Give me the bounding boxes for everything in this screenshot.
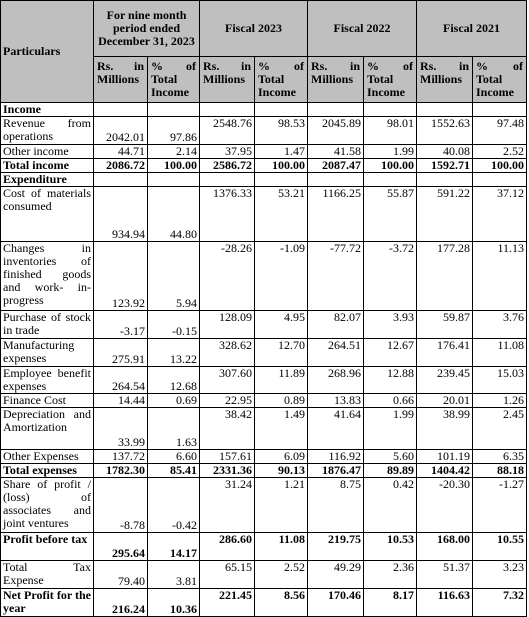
value-rs-millions: 38.42 (200, 408, 255, 450)
value-rs-millions: 51.37 (417, 561, 473, 589)
value-pct-total-income (148, 103, 200, 117)
value-pct-total-income: 11.08 (255, 533, 308, 561)
value-rs-millions: 934.94 (94, 187, 148, 242)
value-pct-total-income: 0.69 (148, 394, 200, 408)
table-row (1, 561, 527, 589)
value-pct-total-income: 100.00 (473, 159, 527, 173)
table-row (1, 173, 527, 187)
value-pct-total-income: 8.17 (364, 589, 417, 617)
col-header-pct: % of Total Income (473, 57, 527, 103)
value-pct-total-income: 100.00 (364, 159, 417, 173)
value-rs-millions: 79.40 (94, 561, 148, 589)
period-header-nine-month: For nine month period ended December 31, 2023 (94, 1, 200, 57)
value-rs-millions: 40.08 (417, 145, 473, 159)
value-rs-millions: 65.15 (200, 561, 255, 589)
value-rs-millions: 123.92 (94, 242, 148, 311)
value-rs-millions: -3.17 (94, 311, 148, 339)
value-pct-total-income: 13.22 (148, 339, 200, 367)
value-rs-millions (417, 103, 473, 117)
table-row (1, 478, 527, 533)
value-pct-total-income: 2.52 (255, 561, 308, 589)
col-header-rs: Rs. in Millions (417, 57, 473, 103)
value-pct-total-income (255, 173, 308, 187)
value-pct-total-income: 12.70 (255, 339, 308, 367)
value-pct-total-income: 97.86 (148, 117, 200, 145)
table-row (1, 408, 527, 450)
row-label: Expenditure (1, 173, 94, 187)
value-rs-millions: 219.75 (308, 533, 364, 561)
table-row (1, 117, 527, 145)
row-label: Manufacturing expenses (1, 339, 94, 367)
value-rs-millions: 286.60 (200, 533, 255, 561)
table-row (1, 311, 527, 339)
value-pct-total-income: 0.66 (364, 394, 417, 408)
col-header-rs: Rs. in Millions (94, 57, 148, 103)
value-rs-millions: 2086.72 (94, 159, 148, 173)
value-pct-total-income: 6.60 (148, 450, 200, 464)
value-pct-total-income: 1.47 (255, 145, 308, 159)
value-pct-total-income: 4.95 (255, 311, 308, 339)
value-pct-total-income: 89.89 (364, 464, 417, 478)
value-rs-millions: 591.22 (417, 187, 473, 242)
value-rs-millions (200, 103, 255, 117)
row-label: Net Profit for the year (1, 589, 94, 617)
row-label: Cost of materials consumed (1, 187, 94, 242)
value-pct-total-income: 0.89 (255, 394, 308, 408)
table-row (1, 367, 527, 394)
col-header-rs: Rs. in Millions (200, 57, 255, 103)
table-row (1, 187, 527, 242)
value-pct-total-income: -0.15 (148, 311, 200, 339)
value-pct-total-income: 98.53 (255, 117, 308, 145)
value-rs-millions: 295.64 (94, 533, 148, 561)
value-rs-millions: 176.41 (417, 339, 473, 367)
row-label: Other Expenses (1, 450, 94, 464)
value-pct-total-income: 2.14 (148, 145, 200, 159)
value-rs-millions: 20.01 (417, 394, 473, 408)
value-rs-millions: 128.09 (200, 311, 255, 339)
value-rs-millions (308, 173, 364, 187)
value-pct-total-income: 97.48 (473, 117, 527, 145)
value-pct-total-income: 14.17 (148, 533, 200, 561)
value-rs-millions: 8.75 (308, 478, 364, 533)
table-row (1, 103, 527, 117)
value-rs-millions: 41.64 (308, 408, 364, 450)
value-rs-millions (94, 103, 148, 117)
value-rs-millions: 1592.71 (417, 159, 473, 173)
value-pct-total-income: 11.08 (473, 339, 527, 367)
value-rs-millions: 101.19 (417, 450, 473, 464)
value-pct-total-income (255, 103, 308, 117)
value-rs-millions: 2087.47 (308, 159, 364, 173)
value-rs-millions: 22.95 (200, 394, 255, 408)
value-pct-total-income: 53.21 (255, 187, 308, 242)
period-header-fiscal-2022: Fiscal 2022 (308, 1, 417, 57)
table-row (1, 589, 527, 617)
value-pct-total-income: 88.18 (473, 464, 527, 478)
value-rs-millions (200, 173, 255, 187)
value-rs-millions: 264.51 (308, 339, 364, 367)
table-row (1, 145, 527, 159)
value-rs-millions: 268.96 (308, 367, 364, 394)
value-rs-millions: 1782.30 (94, 464, 148, 478)
value-rs-millions (417, 173, 473, 187)
table-row (1, 159, 527, 173)
value-rs-millions: 307.60 (200, 367, 255, 394)
value-rs-millions: -28.26 (200, 242, 255, 311)
value-rs-millions: -77.72 (308, 242, 364, 311)
table-body (1, 103, 527, 617)
value-rs-millions: 41.58 (308, 145, 364, 159)
col-header-pct: % of Total Income (364, 57, 417, 103)
value-pct-total-income: 3.93 (364, 311, 417, 339)
value-pct-total-income: 5.60 (364, 450, 417, 464)
value-pct-total-income: 6.09 (255, 450, 308, 464)
value-rs-millions (94, 173, 148, 187)
value-rs-millions: 33.99 (94, 408, 148, 450)
row-label: Changes in inventories of finished goods and work- in-progress (1, 242, 94, 311)
row-label: Total expenses (1, 464, 94, 478)
row-label: Depreciation and Amortization (1, 408, 94, 450)
value-rs-millions: 31.24 (200, 478, 255, 533)
value-pct-total-income (473, 103, 527, 117)
value-rs-millions: 2331.36 (200, 464, 255, 478)
value-pct-total-income (473, 173, 527, 187)
col-header-pct: % of Total Income (148, 57, 200, 103)
value-pct-total-income: 100.00 (255, 159, 308, 173)
value-pct-total-income: 10.55 (473, 533, 527, 561)
value-pct-total-income (364, 103, 417, 117)
value-pct-total-income: -0.42 (148, 478, 200, 533)
value-pct-total-income: 3.81 (148, 561, 200, 589)
table-row (1, 450, 527, 464)
value-pct-total-income: 3.76 (473, 311, 527, 339)
value-pct-total-income: 6.35 (473, 450, 527, 464)
value-pct-total-income: 5.94 (148, 242, 200, 311)
value-rs-millions: 38.99 (417, 408, 473, 450)
row-label: Total income (1, 159, 94, 173)
period-header-fiscal-2021: Fiscal 2021 (417, 1, 527, 57)
particulars-header: Particulars (1, 1, 94, 103)
value-rs-millions: 137.72 (94, 450, 148, 464)
value-rs-millions: 2042.01 (94, 117, 148, 145)
value-pct-total-income: 8.56 (255, 589, 308, 617)
value-pct-total-income: 1.99 (364, 408, 417, 450)
value-rs-millions: -20.30 (417, 478, 473, 533)
value-pct-total-income (148, 173, 200, 187)
value-rs-millions: 1876.47 (308, 464, 364, 478)
value-pct-total-income: -3.72 (364, 242, 417, 311)
period-header-fiscal-2023: Fiscal 2023 (200, 1, 308, 57)
row-label: Purchase of stock in trade (1, 311, 94, 339)
row-label: Total Tax Expense (1, 561, 94, 589)
value-rs-millions: 49.29 (308, 561, 364, 589)
row-label: Other income (1, 145, 94, 159)
value-rs-millions: 328.62 (200, 339, 255, 367)
value-pct-total-income: 11.13 (473, 242, 527, 311)
table-header (1, 1, 527, 103)
value-pct-total-income (364, 173, 417, 187)
value-rs-millions: 1404.42 (417, 464, 473, 478)
value-rs-millions: 1552.63 (417, 117, 473, 145)
value-rs-millions: 177.28 (417, 242, 473, 311)
value-pct-total-income: 1.21 (255, 478, 308, 533)
table-row (1, 339, 527, 367)
value-pct-total-income: 100.00 (148, 159, 200, 173)
table-row (1, 394, 527, 408)
row-label: Share of profit / (loss) of associates and joint ventures (1, 478, 94, 533)
value-pct-total-income: 15.03 (473, 367, 527, 394)
value-pct-total-income: 1.26 (473, 394, 527, 408)
value-rs-millions: 37.95 (200, 145, 255, 159)
value-pct-total-income: -1.27 (473, 478, 527, 533)
value-rs-millions (308, 103, 364, 117)
value-rs-millions: 1376.33 (200, 187, 255, 242)
value-rs-millions: 13.83 (308, 394, 364, 408)
value-rs-millions: 116.92 (308, 450, 364, 464)
value-pct-total-income: 2.52 (473, 145, 527, 159)
row-label: Profit before tax (1, 533, 94, 561)
value-rs-millions: 157.61 (200, 450, 255, 464)
row-label: Finance Cost (1, 394, 94, 408)
value-pct-total-income: 55.87 (364, 187, 417, 242)
value-rs-millions: 14.44 (94, 394, 148, 408)
value-rs-millions: 264.54 (94, 367, 148, 394)
value-pct-total-income: 85.41 (148, 464, 200, 478)
value-pct-total-income: 12.67 (364, 339, 417, 367)
value-rs-millions: 44.71 (94, 145, 148, 159)
value-rs-millions: 2548.76 (200, 117, 255, 145)
value-pct-total-income: 1.49 (255, 408, 308, 450)
value-rs-millions: 275.91 (94, 339, 148, 367)
value-pct-total-income: 98.01 (364, 117, 417, 145)
table-row (1, 464, 527, 478)
value-rs-millions: 116.63 (417, 589, 473, 617)
col-header-pct: % of Total Income (255, 57, 308, 103)
value-pct-total-income: 10.36 (148, 589, 200, 617)
value-pct-total-income: 7.32 (473, 589, 527, 617)
row-label: Employee benefit expenses (1, 367, 94, 394)
value-pct-total-income: 1.99 (364, 145, 417, 159)
value-pct-total-income: 2.36 (364, 561, 417, 589)
value-pct-total-income: 0.42 (364, 478, 417, 533)
value-pct-total-income: 12.68 (148, 367, 200, 394)
value-rs-millions: 216.24 (94, 589, 148, 617)
value-rs-millions: 168.00 (417, 533, 473, 561)
value-rs-millions: -8.78 (94, 478, 148, 533)
value-rs-millions: 170.46 (308, 589, 364, 617)
value-rs-millions: 221.45 (200, 589, 255, 617)
value-pct-total-income: 12.88 (364, 367, 417, 394)
value-pct-total-income: 37.12 (473, 187, 527, 242)
row-label: Revenue from operations (1, 117, 94, 145)
value-rs-millions: 59.87 (417, 311, 473, 339)
value-pct-total-income: 90.13 (255, 464, 308, 478)
value-rs-millions: 2586.72 (200, 159, 255, 173)
value-pct-total-income: 3.23 (473, 561, 527, 589)
value-pct-total-income: 10.53 (364, 533, 417, 561)
row-label: Income (1, 103, 94, 117)
table-row (1, 533, 527, 561)
value-pct-total-income: 1.63 (148, 408, 200, 450)
value-rs-millions: 2045.89 (308, 117, 364, 145)
value-pct-total-income: -1.09 (255, 242, 308, 311)
value-pct-total-income: 2.45 (473, 408, 527, 450)
value-rs-millions: 239.45 (417, 367, 473, 394)
table-row (1, 242, 527, 311)
value-rs-millions: 1166.25 (308, 187, 364, 242)
col-header-rs: Rs. in Millions (308, 57, 364, 103)
value-pct-total-income: 44.80 (148, 187, 200, 242)
value-pct-total-income: 11.89 (255, 367, 308, 394)
value-rs-millions: 82.07 (308, 311, 364, 339)
